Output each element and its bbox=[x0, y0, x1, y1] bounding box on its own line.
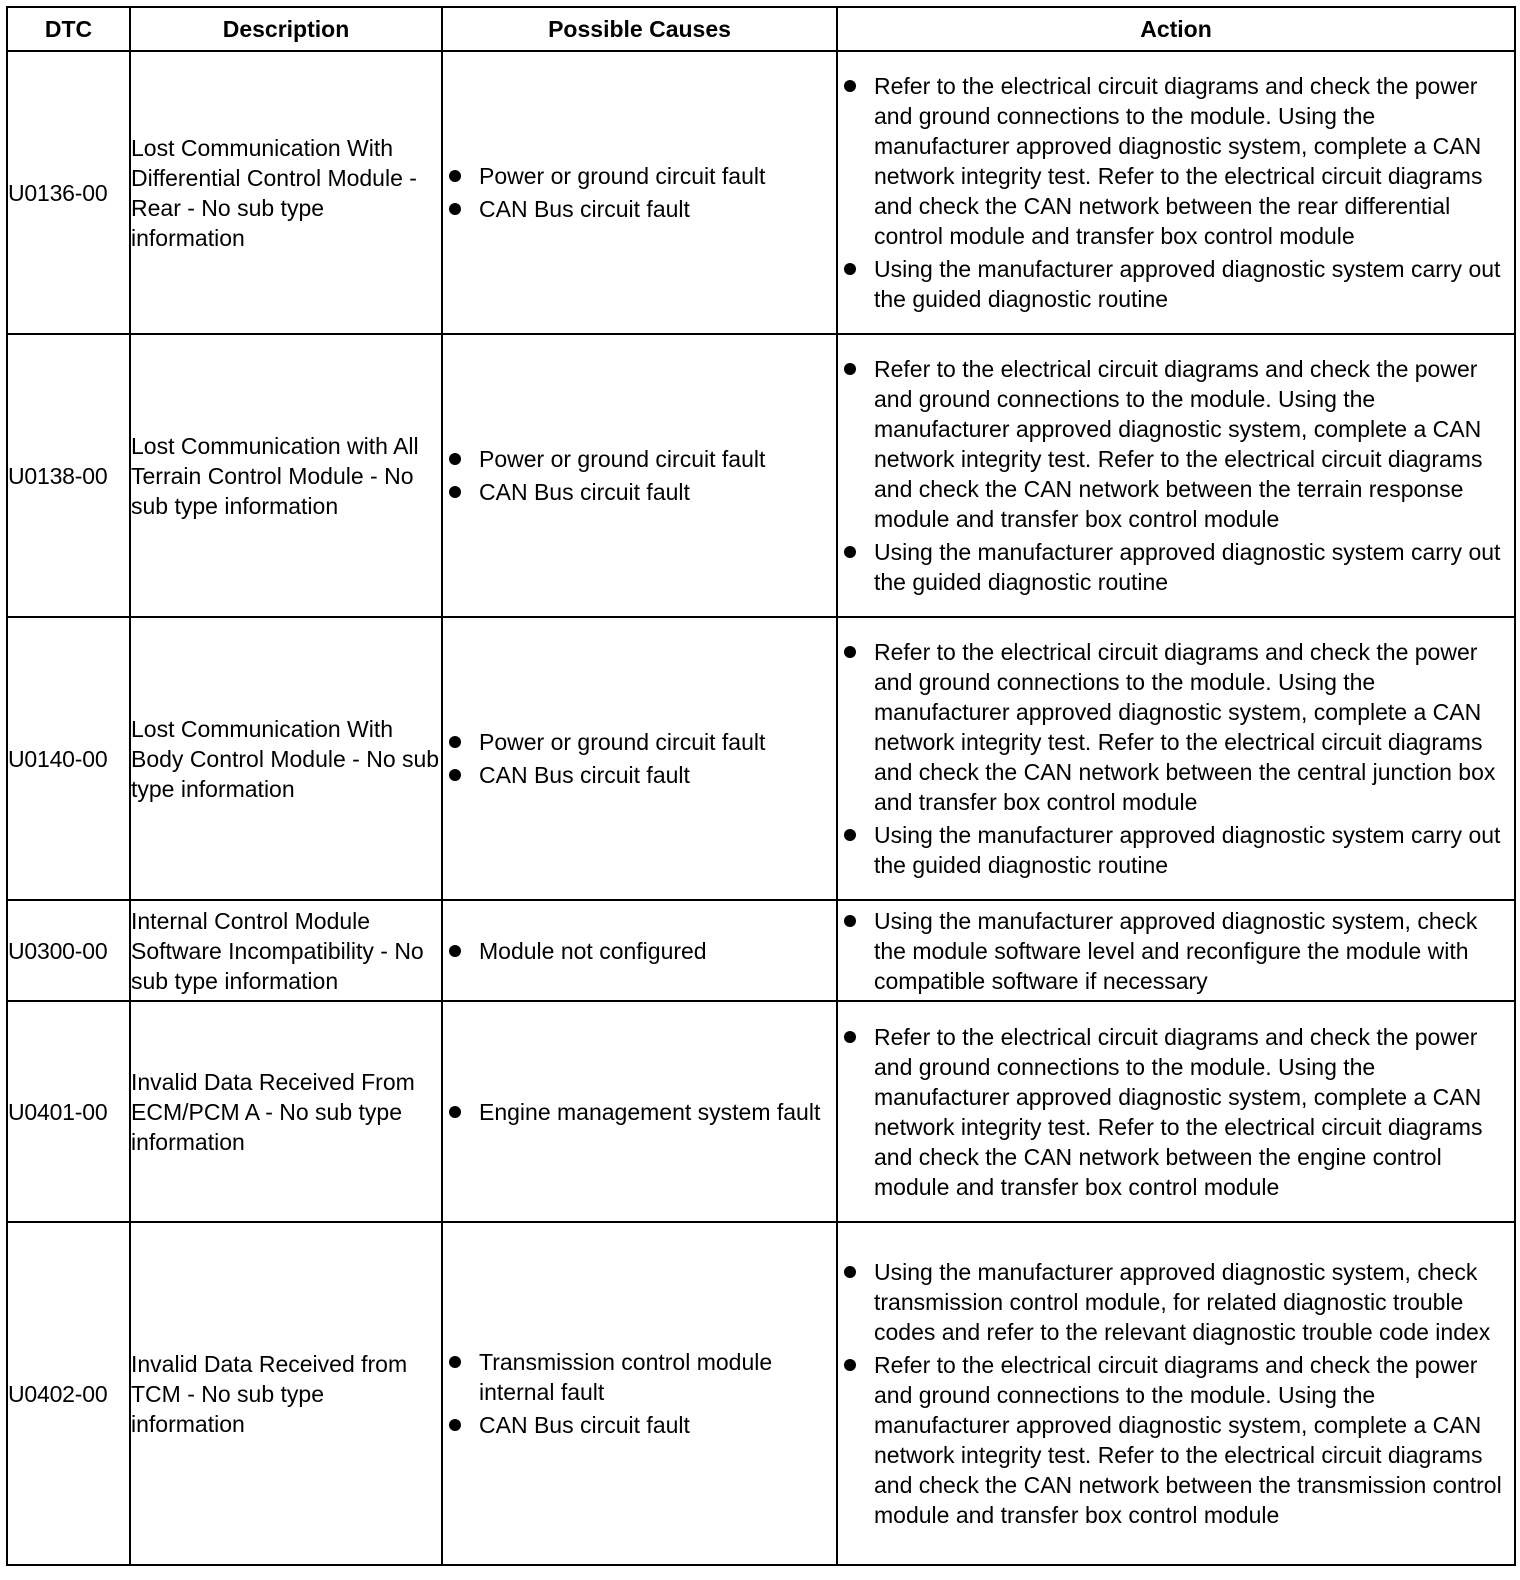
action-item bbox=[838, 254, 1514, 314]
cause-item bbox=[443, 161, 836, 191]
possible-causes-cell bbox=[442, 51, 837, 334]
bullet-icon bbox=[449, 736, 461, 748]
possible-causes-list bbox=[443, 1347, 836, 1440]
cause-item bbox=[443, 477, 836, 507]
cause-text: CAN Bus circuit fault bbox=[479, 762, 690, 788]
bullet-icon bbox=[449, 1106, 461, 1118]
dtc-description: Invalid Data Received from TCM - No sub type information bbox=[130, 1222, 442, 1565]
possible-causes-cell bbox=[442, 334, 837, 617]
cause-item bbox=[443, 936, 836, 966]
possible-causes-list bbox=[443, 444, 836, 507]
bullet-icon bbox=[844, 1266, 856, 1278]
dtc-table bbox=[6, 6, 1516, 1566]
action-text: Using the manufacturer approved diagnostic system, check transmission control module, for related diagnostic trouble codes and refer to the relevant diagnostic trouble code index bbox=[874, 1259, 1491, 1345]
table-row bbox=[7, 1222, 1515, 1565]
cause-item bbox=[443, 1347, 836, 1407]
dtc-code: U0138-00 bbox=[7, 334, 130, 617]
action-item bbox=[838, 637, 1514, 817]
bullet-icon bbox=[844, 915, 856, 927]
cause-item bbox=[443, 1410, 836, 1440]
cause-text: Power or ground circuit fault bbox=[479, 446, 766, 472]
possible-causes-list bbox=[443, 161, 836, 224]
bullet-icon bbox=[844, 546, 856, 558]
header-possible-causes: Possible Causes bbox=[442, 7, 837, 51]
bullet-icon bbox=[449, 769, 461, 781]
header-row bbox=[7, 7, 1515, 51]
dtc-code: U0402-00 bbox=[7, 1222, 130, 1565]
action-item bbox=[838, 537, 1514, 597]
action-text: Refer to the electrical circuit diagrams and check the power and ground connections to the module. Using the manufacturer approved diagnostic system, complete a CAN network integrity test. Refer to the electrical circuit diagrams and check the CAN network between the rear differential control module and transfer box control module bbox=[874, 73, 1483, 249]
possible-causes-cell bbox=[442, 617, 837, 900]
bullet-icon bbox=[844, 829, 856, 841]
dtc-description: Lost Communication with All Terrain Control Module - No sub type information bbox=[130, 334, 442, 617]
possible-causes-list bbox=[443, 1097, 836, 1127]
action-text: Using the manufacturer approved diagnostic system carry out the guided diagnostic routine bbox=[874, 256, 1501, 312]
action-item bbox=[838, 354, 1514, 534]
action-text: Using the manufacturer approved diagnostic system, check the module software level and reconfigure the module with compatible software if necessary bbox=[874, 907, 1478, 994]
action-cell bbox=[837, 1001, 1515, 1222]
dtc-code: U0136-00 bbox=[7, 51, 130, 334]
bullet-icon bbox=[844, 263, 856, 275]
cause-text: Power or ground circuit fault bbox=[479, 163, 766, 189]
action-cell bbox=[837, 1222, 1515, 1565]
dtc-code: U0300-00 bbox=[7, 900, 130, 1001]
bullet-icon bbox=[844, 1031, 856, 1043]
action-item bbox=[838, 906, 1514, 996]
table-row bbox=[7, 1001, 1515, 1222]
action-list bbox=[838, 906, 1514, 996]
bullet-icon bbox=[449, 170, 461, 182]
cause-text: CAN Bus circuit fault bbox=[479, 1412, 690, 1438]
bullet-icon bbox=[449, 945, 461, 957]
table-row bbox=[7, 334, 1515, 617]
bullet-icon bbox=[844, 646, 856, 658]
action-text: Refer to the electrical circuit diagrams and check the power and ground connections to the module. Using the manufacturer approved diagnostic system, complete a CAN network integrity test. Refer to the electrical circuit diagrams and check the CAN network between the terrain response module and transfer box control module bbox=[874, 356, 1483, 532]
action-text: Using the manufacturer approved diagnostic system carry out the guided diagnostic routine bbox=[874, 822, 1501, 878]
action-item bbox=[838, 820, 1514, 880]
action-text: Refer to the electrical circuit diagrams and check the power and ground connections to the module. Using the manufacturer approved diagnostic system, complete a CAN network integrity test. Refer to the electrical circuit diagrams and check the CAN network between the central junction box and transfer box control module bbox=[874, 639, 1496, 815]
possible-causes-list bbox=[443, 727, 836, 790]
action-list bbox=[838, 637, 1514, 880]
cause-text: CAN Bus circuit fault bbox=[479, 479, 690, 505]
possible-causes-cell bbox=[442, 900, 837, 1001]
header-action: Action bbox=[837, 7, 1515, 51]
table-row bbox=[7, 51, 1515, 334]
cause-text: Transmission control module internal fault bbox=[479, 1349, 773, 1405]
cause-item bbox=[443, 760, 836, 790]
dtc-description: Internal Control Module Software Incompatibility - No sub type information bbox=[130, 900, 442, 1001]
action-cell bbox=[837, 617, 1515, 900]
dtc-code: U0140-00 bbox=[7, 617, 130, 900]
bullet-icon bbox=[449, 203, 461, 215]
action-list bbox=[838, 354, 1514, 597]
bullet-icon bbox=[449, 486, 461, 498]
header-description: Description bbox=[130, 7, 442, 51]
cause-text: Engine management system fault bbox=[479, 1098, 821, 1125]
action-text: Using the manufacturer approved diagnostic system carry out the guided diagnostic routine bbox=[874, 539, 1501, 595]
possible-causes-cell bbox=[442, 1222, 837, 1565]
header-dtc: DTC bbox=[7, 7, 130, 51]
action-item bbox=[838, 1257, 1514, 1347]
bullet-icon bbox=[844, 1359, 856, 1371]
action-cell bbox=[837, 900, 1515, 1001]
action-cell bbox=[837, 334, 1515, 617]
cause-text: Power or ground circuit fault bbox=[479, 729, 766, 755]
possible-causes-cell bbox=[442, 1001, 837, 1222]
action-list bbox=[838, 71, 1514, 314]
cause-item bbox=[443, 1097, 836, 1127]
bullet-icon bbox=[844, 80, 856, 92]
action-text: Refer to the electrical circuit diagrams and check the power and ground connections to the module. Using the manufacturer approved diagnostic system, complete a CAN network integrity test. Refer to the electrical circuit diagrams and check the CAN network between the transmission control module and transfer box control module bbox=[874, 1352, 1502, 1528]
action-item bbox=[838, 71, 1514, 251]
action-list bbox=[838, 1022, 1514, 1202]
dtc-code: U0401-00 bbox=[7, 1001, 130, 1222]
cause-text: Module not configured bbox=[479, 937, 707, 964]
table-row bbox=[7, 900, 1515, 1001]
table-body bbox=[7, 51, 1515, 1565]
bullet-icon bbox=[449, 1356, 461, 1368]
action-cell bbox=[837, 51, 1515, 334]
dtc-description: Invalid Data Received From ECM/PCM A - No sub type information bbox=[130, 1001, 442, 1222]
bullet-icon bbox=[844, 363, 856, 375]
cause-item bbox=[443, 194, 836, 224]
cause-item bbox=[443, 727, 836, 757]
bullet-icon bbox=[449, 1419, 461, 1431]
dtc-description: Lost Communication With Body Control Module - No sub type information bbox=[130, 617, 442, 900]
dtc-description: Lost Communication With Differential Control Module - Rear - No sub type information bbox=[130, 51, 442, 334]
cause-text: CAN Bus circuit fault bbox=[479, 196, 690, 222]
action-item bbox=[838, 1350, 1514, 1530]
action-text: Refer to the electrical circuit diagrams and check the power and ground connections to the module. Using the manufacturer approved diagnostic system, complete a CAN network integrity test. Refer to the electrical circuit diagrams and check the CAN network between the engine control module and transfer box control module bbox=[874, 1023, 1483, 1200]
action-item bbox=[838, 1022, 1514, 1202]
bullet-icon bbox=[449, 453, 461, 465]
possible-causes-list bbox=[443, 936, 836, 966]
cause-item bbox=[443, 444, 836, 474]
table-row bbox=[7, 617, 1515, 900]
action-list bbox=[838, 1257, 1514, 1530]
